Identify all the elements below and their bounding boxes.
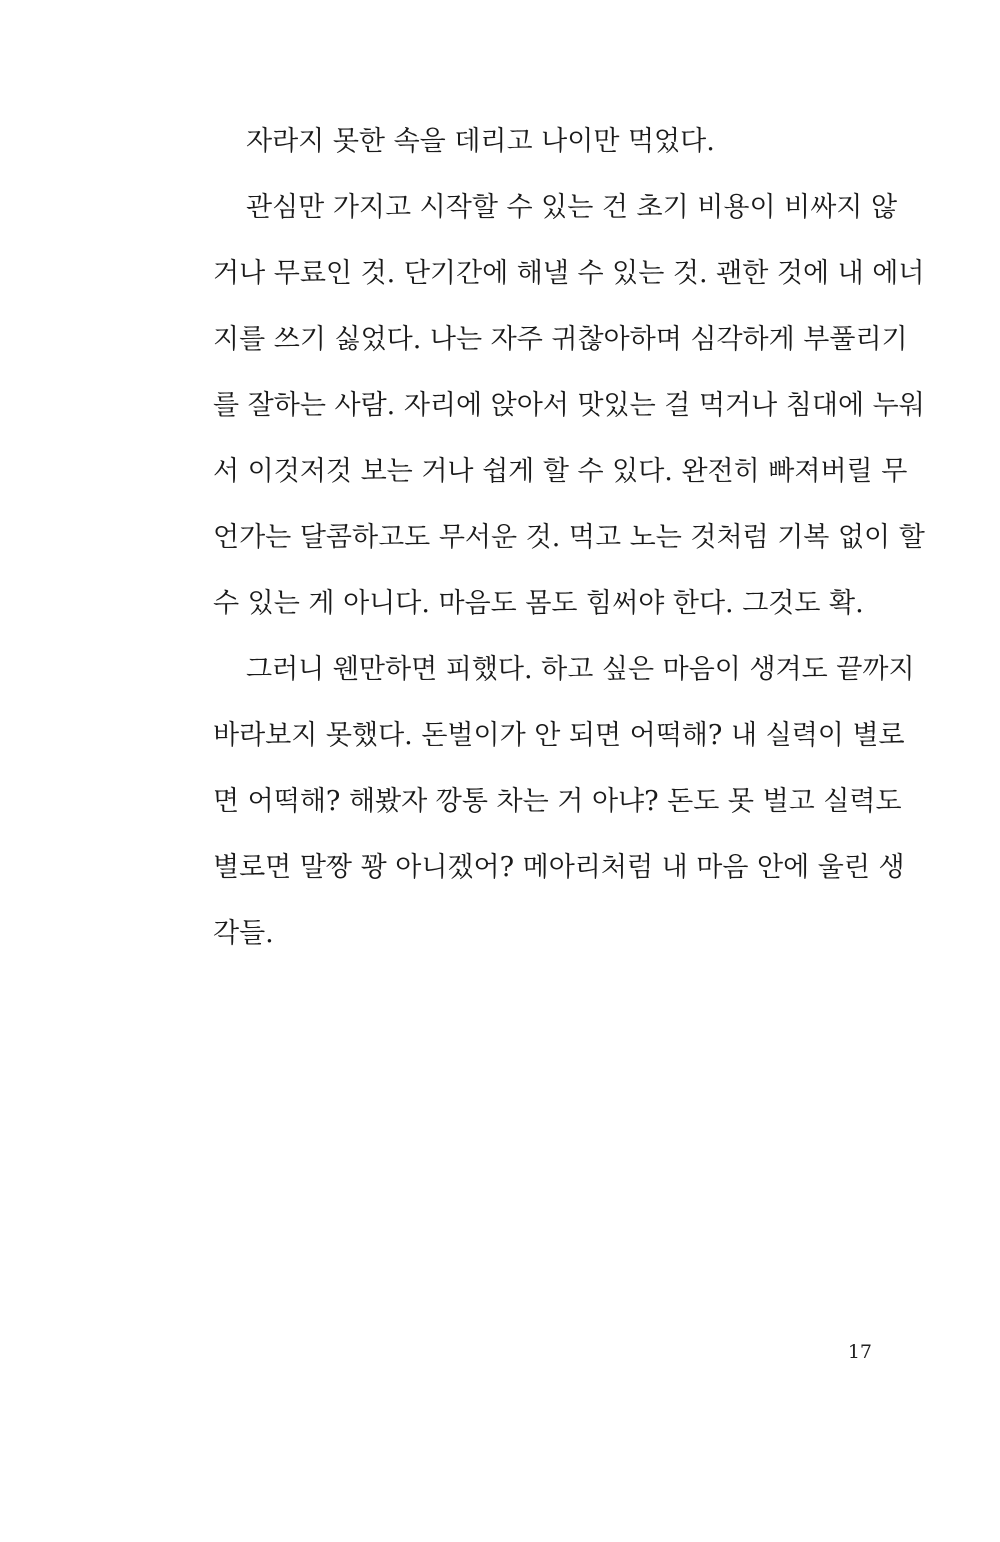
text-line: 각들. <box>213 918 274 949</box>
text-line: 관심만 가지고 시작할 수 있는 건 초기 비용이 비싸지 않 <box>246 192 898 223</box>
text-line: 바라보지 못했다. 돈벌이가 안 되면 어떡해? 내 실력이 별로 <box>213 720 905 751</box>
text-line: 자라지 못한 속을 데리고 나이만 먹었다. <box>246 126 715 157</box>
text-line: 를 잘하는 사람. 자리에 앉아서 맛있는 걸 먹거나 침대에 누워 <box>213 390 925 421</box>
text-line: 면 어떡해? 해봤자 깡통 차는 거 아냐? 돈도 못 벌고 실력도 <box>213 786 902 817</box>
text-line: 별로면 말짱 꽝 아니겠어? 메아리처럼 내 마음 안에 울린 생 <box>213 852 905 883</box>
text-line: 그러니 웬만하면 피했다. 하고 싶은 마음이 생겨도 끝까지 <box>246 654 915 685</box>
text-line: 수 있는 게 아니다. 마음도 몸도 힘써야 한다. 그것도 확. <box>213 588 864 619</box>
text-line: 언가는 달콤하고도 무서운 것. 먹고 노는 것처럼 기복 없이 할 <box>213 522 925 553</box>
text-line: 서 이것저것 보는 거나 쉽게 할 수 있다. 완전히 빠져버릴 무 <box>213 456 908 487</box>
text-line: 거나 무료인 것. 단기간에 해낼 수 있는 것. 괜한 것에 내 에너 <box>213 258 925 289</box>
page-number: 17 <box>847 1341 872 1363</box>
text-line: 지를 쓰기 싫었다. 나는 자주 귀찮아하며 심각하게 부풀리기 <box>213 324 908 355</box>
